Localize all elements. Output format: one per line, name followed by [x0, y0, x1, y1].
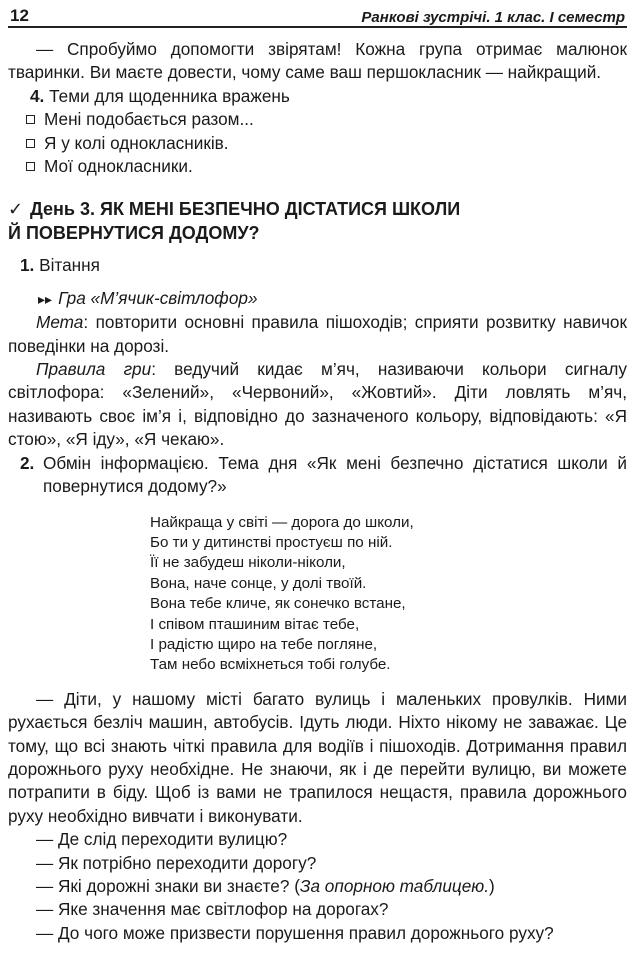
page-number: 12 [10, 6, 29, 25]
diary-topics-heading [8, 85, 627, 108]
question: — Як потрібно переходити дорогу? [36, 852, 317, 873]
poem-line: І співом пташиним вітає тебе, [150, 615, 360, 633]
goal-text: : повторити основні правила пішоходів; сприяти розвитку навичок поведінки на дорозі. [8, 312, 627, 356]
square-bullet-icon [26, 115, 35, 124]
day-3-heading [8, 198, 627, 245]
day-3-title-cont: Й ПОВЕРНУТИСЯ ДОДОМУ? [8, 222, 260, 243]
greeting-item [8, 254, 627, 277]
poem-line: Бо ти у дитинстві простуєш по ній. [150, 533, 393, 551]
rules-text: : ведучий кидає м’яч, називаючи кольори сигналу світлофора: «Зелений», «Червоний», «Жовтий». Діти ловлять м’яч, називають своє ім’я і, відповідно до зазначеного кольору, відповідають: «Я стою», «Я іду», «Я чекаю». [8, 359, 627, 450]
day-3-title: День 3. ЯК МЕНІ БЕЗПЕЧНО ДІСТАТИСЯ ШКОЛИ [30, 199, 461, 220]
poem-line: Вона тебе кличе, як сонечко встане, [150, 595, 406, 613]
poem-line: Найкраща у світі — дорога до школи, [150, 513, 414, 531]
question-text-end: ) [488, 876, 495, 896]
question [8, 875, 627, 898]
page-header [8, 0, 627, 28]
info-exchange-item [8, 452, 627, 499]
item-number: 2. [20, 452, 35, 473]
poem-line: Її не забудеш ніколи-ніколи, [150, 554, 346, 572]
greeting-label: Вітання [39, 255, 100, 276]
checkmark-icon: ✓ [8, 199, 24, 220]
poem-line: І радістю щиро на тебе поглянe, [150, 635, 378, 653]
list-item [8, 132, 627, 155]
goal-label: Мета [36, 312, 84, 333]
double-arrow-icon: ▸▸ [38, 290, 53, 307]
square-bullet-icon [26, 162, 35, 171]
poem [150, 513, 627, 676]
item-number: 1. [20, 255, 35, 276]
info-exchange-text: Обмін інформацією. Тема дня «Як мені безпечно дістатися школи й повернутися додому?» [43, 452, 627, 497]
list-item-text: Я у колі однокласників. [44, 132, 229, 153]
game-rules [8, 358, 627, 452]
running-title: Ранкові зустрічі. 1 клас. I семестр [361, 9, 625, 26]
day-3-heading-line-1 [8, 198, 627, 222]
poem-line: Там небо всміхнеться тобі голубе. [150, 656, 391, 674]
list-item [8, 108, 627, 131]
question-note: За опорною таблицею. [299, 876, 489, 896]
page-body [8, 38, 627, 945]
list-item-text: Мені подобається разом... [44, 109, 254, 130]
item-number: 4. [30, 85, 45, 106]
rules-label: Правила гри [36, 359, 152, 380]
poem-line: Вона, наче сонце, у долі твоїй. [150, 574, 367, 592]
game-title-line [8, 287, 627, 311]
list-item [8, 155, 627, 178]
square-bullet-icon [26, 139, 35, 148]
question: — Де слід переходити вулицю? [36, 829, 288, 850]
teacher-talk-paragraph: — Діти, у нашому місті багато вулиць і маленьких провулків. Ними рухається безліч машин, автобусів. Ідуть люди. Ніхто нікому не заважає. Це тому, що всі знають чіткі правила для водіїв і пішоходів. Дотримання правил дорожнього руху необхідне. Не знаючи, як і де перейти вулицю, ви можете потрапити в біду. Щоб із вами не трапилося нещастя, правила дорожнього руху необхідно вивчати і виконувати. [8, 688, 627, 826]
diary-topics-title: Теми для щоденника вражень [49, 85, 290, 106]
question: — До чого може призвести порушення правил дорожнього руху? [36, 922, 554, 943]
game-title: Гра «М’ячик-світлофор» [58, 287, 258, 308]
game-goal [8, 311, 627, 358]
intro-paragraph: — Спробуймо допомогти звірятам! Кожна група отримає малюнок тваринки. Ви маєте довести, чому саме ваш першокласник — найкращий. [8, 39, 627, 83]
list-item-text: Мої однокласники. [44, 156, 193, 177]
question-text: — Які дорожні знаки ви знаєте? ( [36, 876, 300, 896]
question: — Яке значення має світлофор на дорогах? [36, 899, 389, 920]
